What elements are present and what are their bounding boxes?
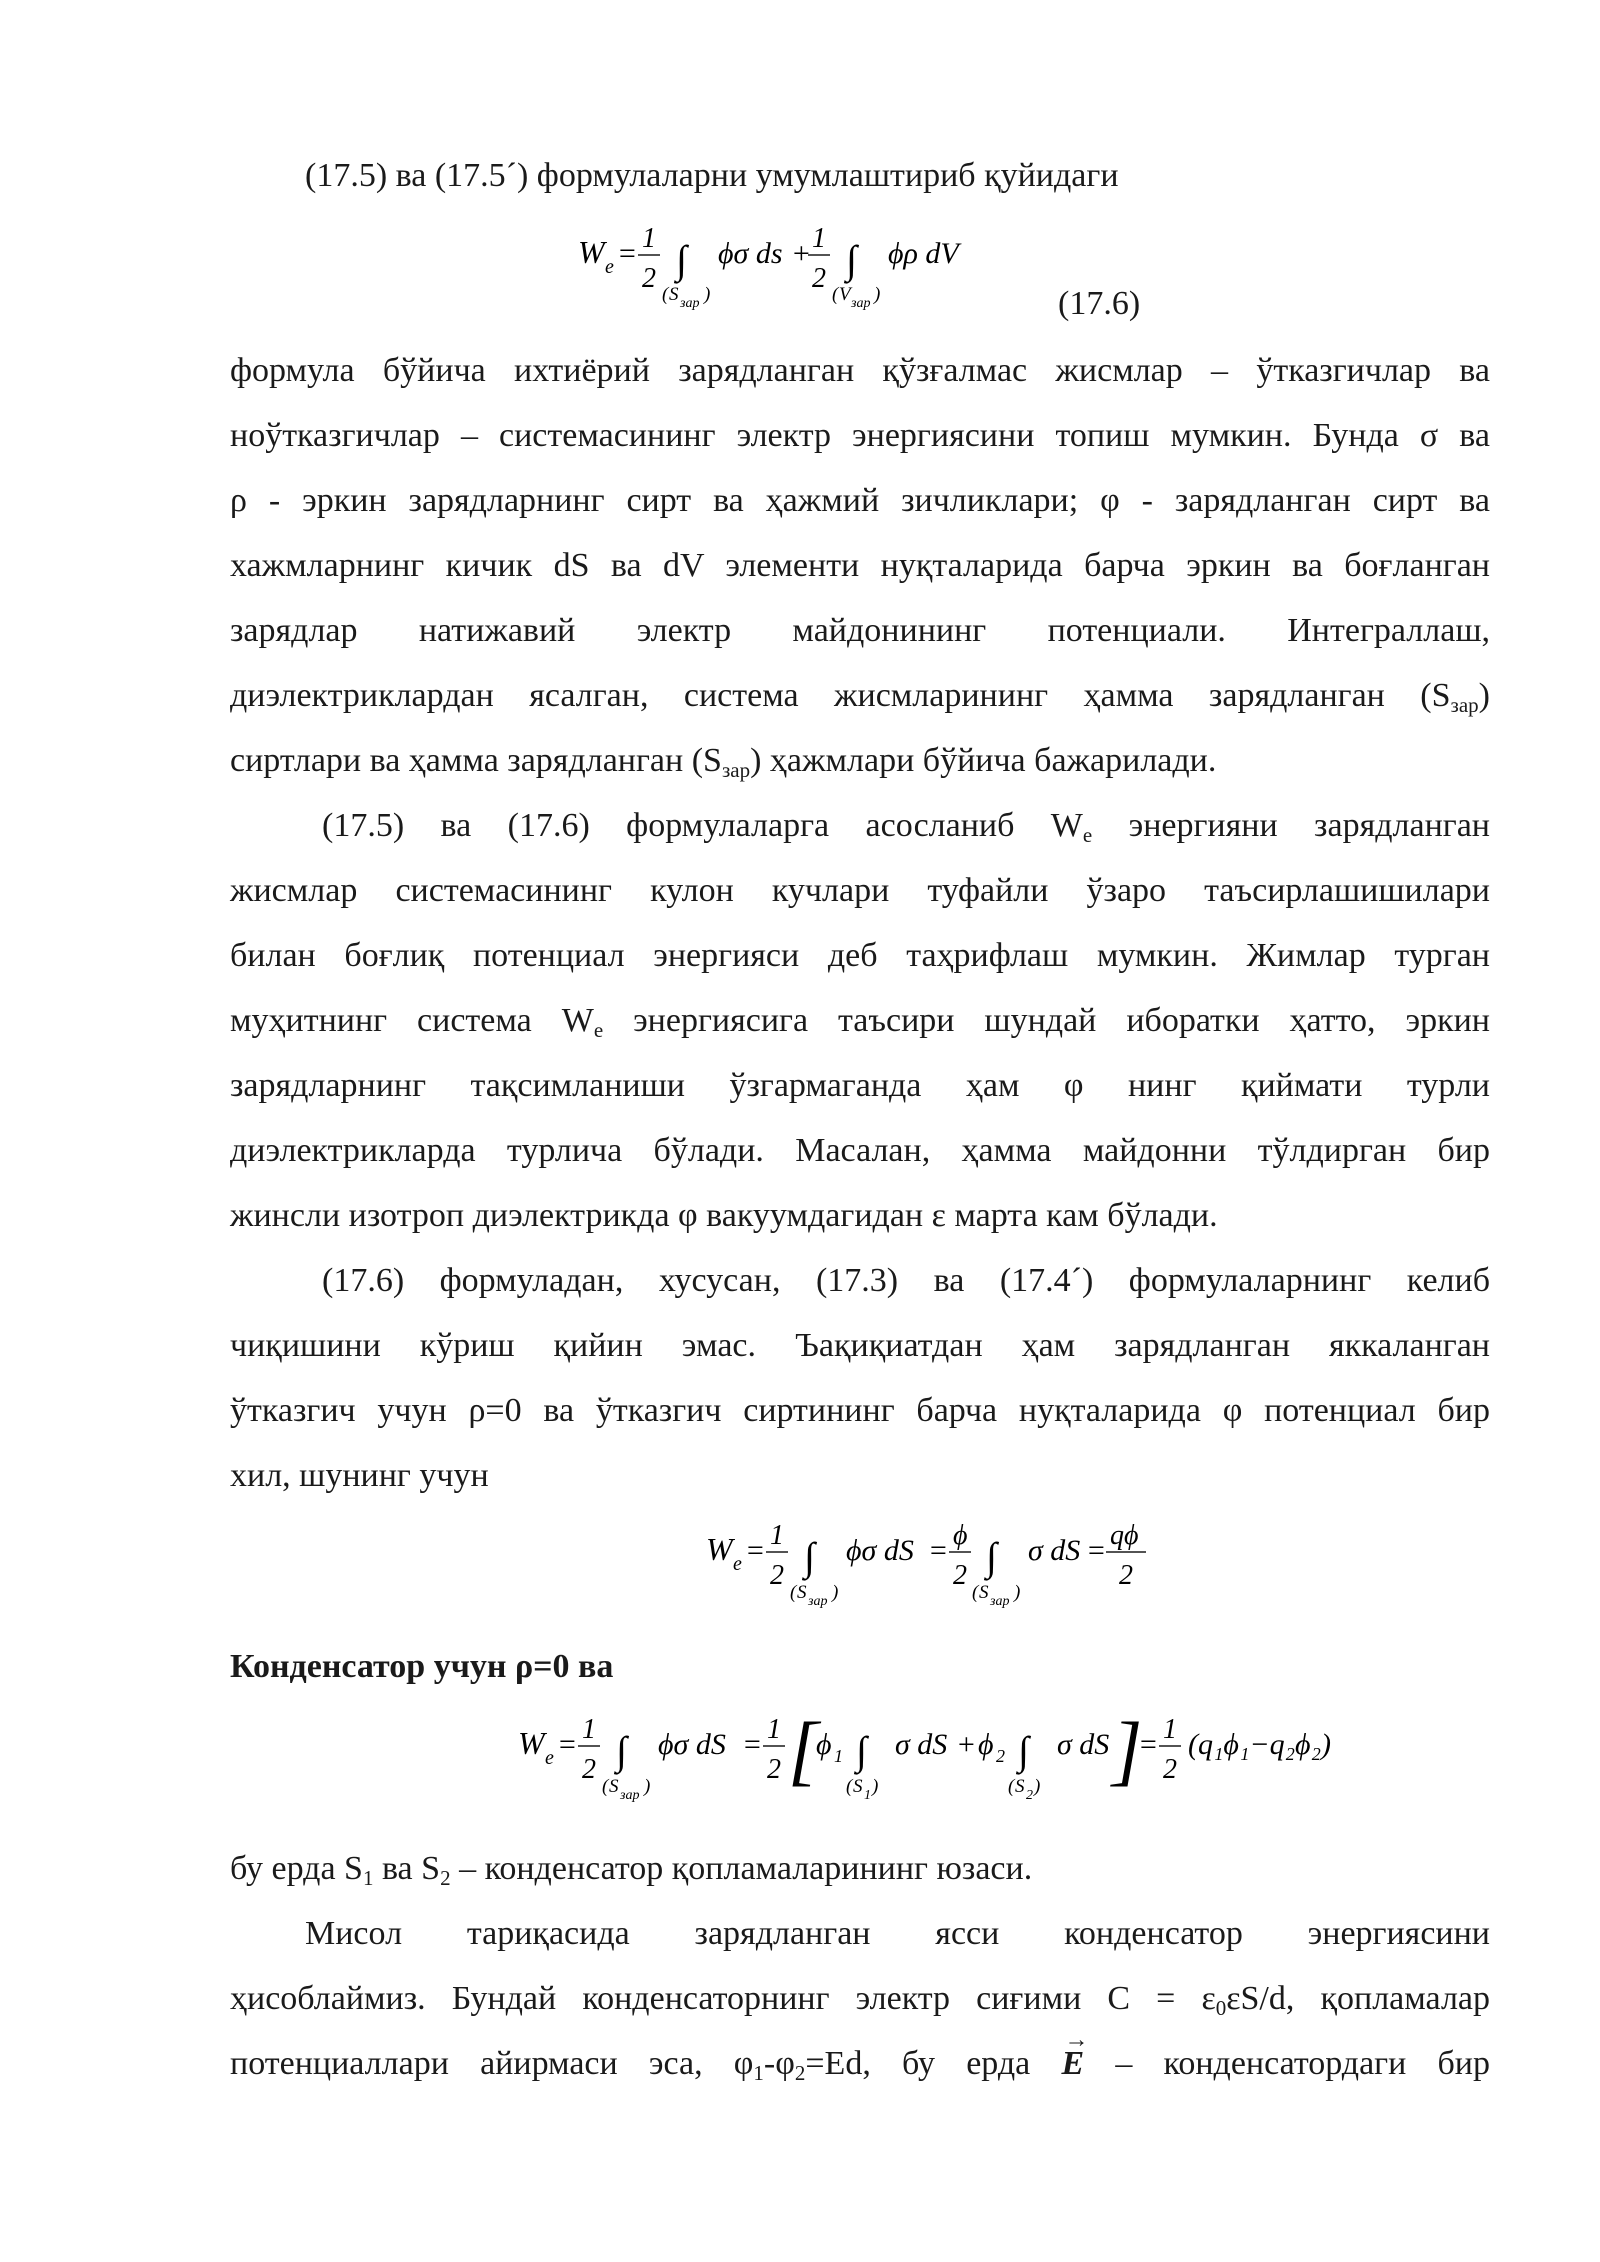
formula-term: ϕρ dV <box>888 237 959 270</box>
formula-denominator: 2 <box>767 1754 781 1785</box>
formula-numerator: ϕ <box>953 1520 968 1551</box>
limit-subscript: зар <box>620 1788 640 1803</box>
text-span: (17.5) ва (17.6) формулаларга асосланиб W <box>322 807 1083 844</box>
formula-subscript: 1 <box>834 1746 843 1766</box>
text-span: бу ерда S <box>230 1850 363 1887</box>
limit-subscript: зар <box>851 296 871 311</box>
limit-symbol: S <box>669 284 679 305</box>
formula-denominator: 2 <box>1119 1560 1133 1591</box>
limit-symbol: S <box>609 1776 619 1797</box>
formula-numerator: 1 <box>767 1714 781 1745</box>
formula-subscript: e <box>605 256 614 278</box>
limit-paren: ) <box>1034 1776 1041 1797</box>
integral-icon: ∫ <box>856 1728 867 1773</box>
limit-symbol: S <box>1015 1776 1025 1797</box>
integral-icon: ∫ <box>616 1728 627 1773</box>
formula-denominator: 2 <box>642 263 656 294</box>
formula-subscript: e <box>733 1553 742 1575</box>
text-span: – конденсатордаги бир <box>1084 2045 1490 2082</box>
subscript: 2 <box>794 2061 806 2085</box>
formula-term: ϕσ dS <box>846 1534 914 1567</box>
formula-conductor <box>700 1510 1160 1635</box>
text-line: ρ - эркин зарядларнинг сирт ва ҳажмий зичликлари; φ - зарядланган сирт ва <box>230 482 1490 519</box>
text-line: зарядлар натижавий электр майдонининг потенциали. Интеграллаш, <box>230 612 1490 649</box>
text-span: энергиясига таъсири шундай иборатки ҳатто, эркин <box>603 1002 1490 1039</box>
text-line <box>230 2042 1490 2086</box>
formula-symbol: W <box>578 234 605 270</box>
formula-conductor-svg <box>700 1510 1160 1630</box>
subscript: 1 <box>753 2061 764 2085</box>
formula-operator: + <box>791 237 812 270</box>
integral-icon: ∫ <box>1018 1728 1029 1773</box>
limit-paren: ( <box>1008 1776 1015 1797</box>
formula-operator: = <box>745 1534 766 1567</box>
limit-paren: ) <box>704 284 711 305</box>
subscript: e <box>593 1018 604 1042</box>
limit-subscript: 1 <box>864 1788 871 1803</box>
text-line <box>230 739 1490 783</box>
formula-operator: = <box>1138 1728 1159 1761</box>
formula-term: (q₁ϕ₁−q₂ϕ₂) <box>1188 1728 1331 1761</box>
formula-term: ϕσ dS <box>658 1728 726 1761</box>
text-line <box>230 999 1490 1043</box>
formula-operator: = <box>617 237 638 270</box>
limit-paren: ) <box>872 1776 879 1797</box>
subheading: Конденсатор учун ρ=0 ва <box>230 1648 614 1685</box>
text-line <box>230 1977 1490 2021</box>
formula-17-6-svg <box>570 215 990 325</box>
bracket-right: ] <box>1112 1706 1143 1793</box>
limit-symbol: V <box>839 284 851 305</box>
formula-denominator: 2 <box>770 1560 784 1591</box>
bracket-left: [ <box>788 1706 819 1793</box>
subscript: зар <box>1450 693 1479 717</box>
formula-operator: = <box>1086 1534 1107 1567</box>
text-line: ўтказгич учун ρ=0 ва ўтказгич сиртининг барча нуқталарида φ потенциал бир <box>230 1392 1490 1429</box>
limit-paren: ( <box>846 1776 853 1797</box>
text-line: формула бўйича ихтиёрий зарядланган қўзғалмас жисмлар – ўтказгичлар ва <box>230 352 1490 389</box>
text-span: εS/d, қопламалар <box>1226 1980 1490 2017</box>
limit-subscript: зар <box>990 1594 1010 1609</box>
text-line: билан боғлиқ потенциал энергияси деб таҳрифлаш мумкин. Жимлар турган <box>230 937 1490 974</box>
formula-symbol: ϕ <box>816 1728 832 1761</box>
text-line: жисмлар системасининг кулон кучлари туфайли ўзаро таъсирлашишилари <box>230 872 1490 909</box>
subscript: 0 <box>1215 1996 1227 2020</box>
formula-denominator: 2 <box>1163 1754 1177 1785</box>
text-span: – конденсатор қопламаларининг юзаси. <box>450 1850 1033 1887</box>
text-line: хил, шунинг учун <box>230 1457 489 1494</box>
equation-number: (17.6) <box>1058 285 1141 322</box>
formula-numerator: 1 <box>642 223 656 254</box>
formula-numerator: 1 <box>812 223 826 254</box>
limit-paren: ) <box>874 284 881 305</box>
text-line <box>322 804 1490 848</box>
formula-term: σ dS <box>1057 1728 1110 1761</box>
text-span: ва S <box>373 1850 441 1887</box>
limit-paren: ( <box>972 1582 979 1603</box>
limit-paren: ) <box>644 1776 651 1797</box>
text-span: потенциаллари айирмаси эса, φ <box>230 2045 754 2082</box>
formula-operator: = <box>928 1534 949 1567</box>
text-line: чиқишини кўриш қийин эмас. Ъақиқиатдан ҳам зарядланган яккаланган <box>230 1327 1490 1364</box>
text-line: жинсли изотроп диэлектрикда φ вакуумдагидан ε марта кам бўлади. <box>230 1197 1218 1234</box>
formula-17-6 <box>570 215 990 330</box>
formula-numerator: 1 <box>582 1714 596 1745</box>
text-line: диэлектрикларда турлича бўлади. Масалан, ҳамма майдонни тўлдирган бир <box>230 1132 1490 1169</box>
limit-paren: ( <box>662 284 669 305</box>
limit-subscript: зар <box>808 1594 828 1609</box>
formula-term: ϕσ ds <box>718 237 783 270</box>
formula-denominator: 2 <box>953 1560 967 1591</box>
limit-paren: ) <box>832 1582 839 1603</box>
text-line: (17.5) ва (17.5´) формулаларни умумлаштириб қуйидаги <box>305 157 1119 194</box>
integral-icon: ∫ <box>676 237 687 282</box>
formula-condenser <box>512 1700 1331 1835</box>
text-line: (17.6) формуладан, хусусан, (17.3) ва (17.4´) формулаларнинг келиб <box>322 1262 1490 1299</box>
limit-symbol: S <box>979 1582 989 1603</box>
text-span: муҳитнинг система W <box>230 1002 594 1039</box>
formula-symbol: ϕ <box>978 1728 994 1761</box>
subscript: 2 <box>440 1866 451 1890</box>
integral-icon: ∫ <box>804 1534 815 1579</box>
text-span: -φ <box>763 2045 795 2082</box>
vector-e: → E <box>1061 2042 1084 2086</box>
limit-symbol: S <box>853 1776 863 1797</box>
formula-term: σ dS <box>895 1728 948 1761</box>
formula-numerator: 1 <box>1163 1714 1177 1745</box>
formula-numerator: 1 <box>770 1520 784 1551</box>
integral-icon: ∫ <box>846 237 857 282</box>
text-span: ҳисоблаймиз. Бундай конденсаторнинг электр сиғими C = ε <box>230 1980 1216 2017</box>
subscript: 1 <box>362 1866 374 1890</box>
subscript: e <box>1082 823 1093 847</box>
formula-denominator: 2 <box>582 1754 596 1785</box>
subscript: зар <box>721 758 751 782</box>
formula-symbol: W <box>706 1531 733 1567</box>
text-line: Мисол тариқасида зарядланган ясси конденсатор энергиясини <box>305 1915 1490 1952</box>
limit-subscript: зар <box>680 296 700 311</box>
limit-symbol: S <box>797 1582 807 1603</box>
text-line: зарядларнинг тақсимланиши ўзгармаганда ҳам φ нинг қиймати турли <box>230 1067 1490 1104</box>
formula-operator: = <box>557 1728 578 1761</box>
text-span: =Ed, бу ерда <box>805 2045 1062 2082</box>
limit-paren: ( <box>602 1776 609 1797</box>
text-span: ) ҳажмлари бўйича бажарилади. <box>750 742 1217 779</box>
text-span: сиртлари ва ҳамма зарядланган (S <box>230 742 722 779</box>
text-span: диэлектриклардан ясалган, система жисмларининг ҳамма зарядланган (S <box>230 677 1451 714</box>
limit-paren: ( <box>790 1582 797 1603</box>
text-line: ноўтказгичлар – системасининг электр энергиясини топиш мумкин. Бунда σ ва <box>230 417 1490 454</box>
text-span: ) <box>1478 677 1490 714</box>
formula-condenser-svg <box>512 1700 1331 1830</box>
formula-operator: + <box>956 1728 977 1761</box>
formula-term: σ dS <box>1028 1534 1081 1567</box>
text-span: энергияни зарядланган <box>1092 807 1490 844</box>
formula-subscript: 2 <box>996 1746 1005 1766</box>
text-line <box>230 1847 1490 1891</box>
limit-paren: ) <box>1014 1582 1021 1603</box>
formula-symbol: W <box>518 1725 545 1761</box>
text-line: хажмларнинг кичик dS ва dV элементи нуқталарида барча эркин ва боғланган <box>230 547 1490 584</box>
integral-icon: ∫ <box>986 1534 997 1579</box>
formula-numerator: qϕ <box>1110 1520 1139 1551</box>
formula-denominator: 2 <box>812 263 826 294</box>
formula-operator: = <box>742 1728 763 1761</box>
text-line <box>230 674 1490 718</box>
limit-paren: ( <box>832 284 839 305</box>
formula-subscript: e <box>545 1747 554 1769</box>
limit-subscript: 2 <box>1026 1788 1033 1803</box>
